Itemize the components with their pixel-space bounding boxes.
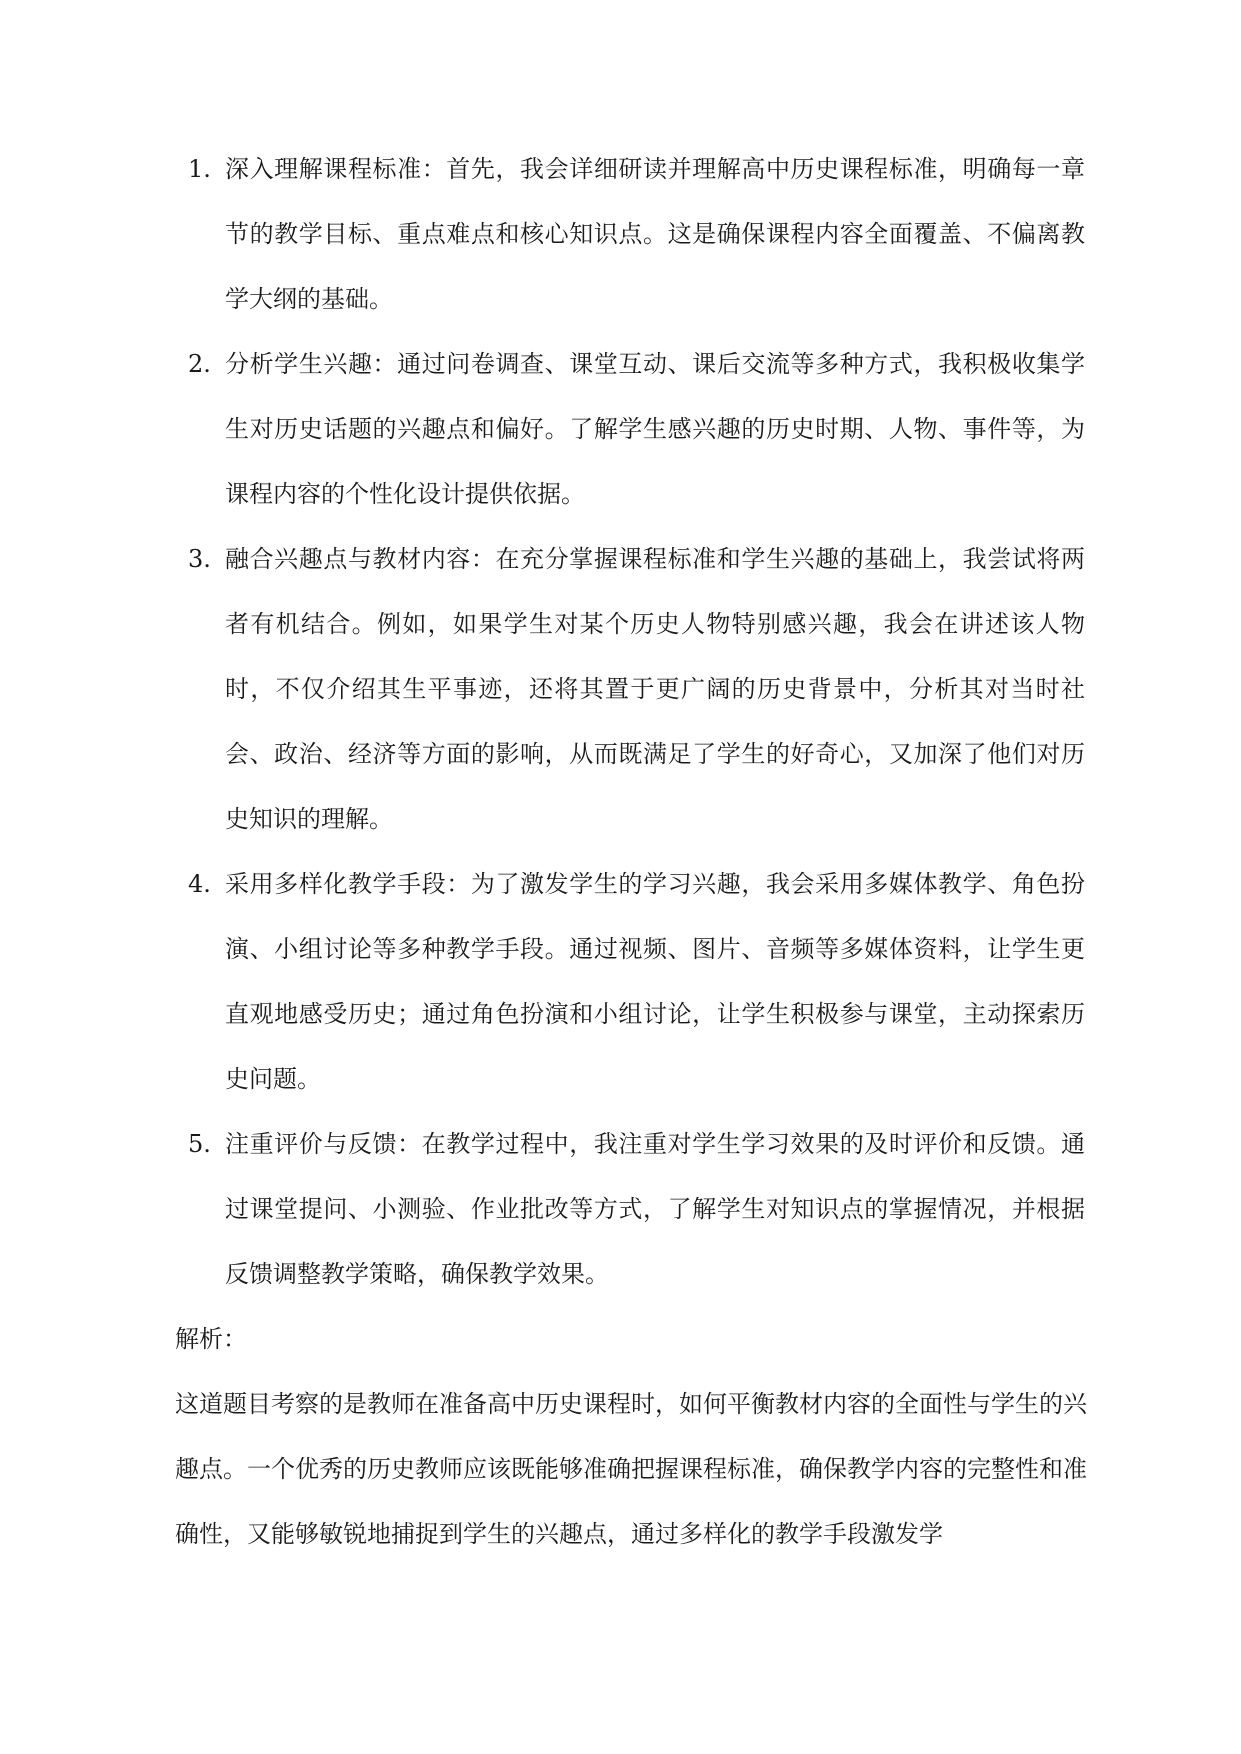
list-item-text: 注重评价与反馈：在教学过程中，我注重对学生学习效果的及时评价和反馈。通过课堂提问、小测验、作业批改等方式，了解学生对知识点的掌握情况，并根据反馈调整教学策略，确保教学效果。 — [225, 1130, 1085, 1288]
list-item-number: 1. — [188, 155, 211, 183]
list-item-number: 4. — [188, 870, 211, 898]
analysis-heading: 解析： — [175, 1325, 247, 1353]
list-item-number: 3. — [188, 545, 211, 573]
document-content — [175, 137, 1087, 1567]
list-item-number: 2. — [188, 350, 211, 378]
list-item-text: 融合兴趣点与教材内容：在充分掌握课程标准和学生兴趣的基础上，我尝试将两者有机结合。例如，如果学生对某个历史人物特别感兴趣，我会在讲述该人物时，不仅介绍其生平事迹，还将其置于更广阔的历史背景中，分析其对当时社会、政治、经济等方面的影响，从而既满足了学生的好奇心，又加深了他们对历史知识的理解。 — [225, 545, 1085, 833]
list-item — [188, 332, 1085, 527]
list-item-number: 5. — [188, 1130, 211, 1158]
list-item-text: 采用多样化教学手段：为了激发学生的学习兴趣，我会采用多媒体教学、角色扮演、小组讨论等多种教学手段。通过视频、图片、音频等多媒体资料，让学生更直观地感受历史；通过角色扮演和小组讨论，让学生积极参与课堂，主动探索历史问题。 — [225, 870, 1085, 1093]
list-item — [188, 137, 1085, 332]
list-item — [188, 1112, 1085, 1307]
numbered-list — [188, 137, 1085, 1307]
list-item — [188, 527, 1085, 852]
list-item-text: 深入理解课程标准：首先，我会详细研读并理解高中历史课程标准，明确每一章节的教学目标、重点难点和核心知识点。这是确保课程内容全面覆盖、不偏离教学大纲的基础。 — [225, 155, 1085, 313]
list-item-text: 分析学生兴趣：通过问卷调查、课堂互动、课后交流等多种方式，我积极收集学生对历史话题的兴趣点和偏好。了解学生感兴趣的历史时期、人物、事件等，为课程内容的个性化设计提供依据。 — [225, 350, 1085, 508]
list-item — [188, 852, 1085, 1112]
analysis-paragraph: 这道题目考察的是教师在准备高中历史课程时，如何平衡教材内容的全面性与学生的兴趣点。一个优秀的历史教师应该既能够准确把握课程标准，确保教学内容的完整性和准确性，又能够敏锐地捕捉到学生的兴趣点，通过多样化的教学手段激发学 — [175, 1390, 1087, 1548]
